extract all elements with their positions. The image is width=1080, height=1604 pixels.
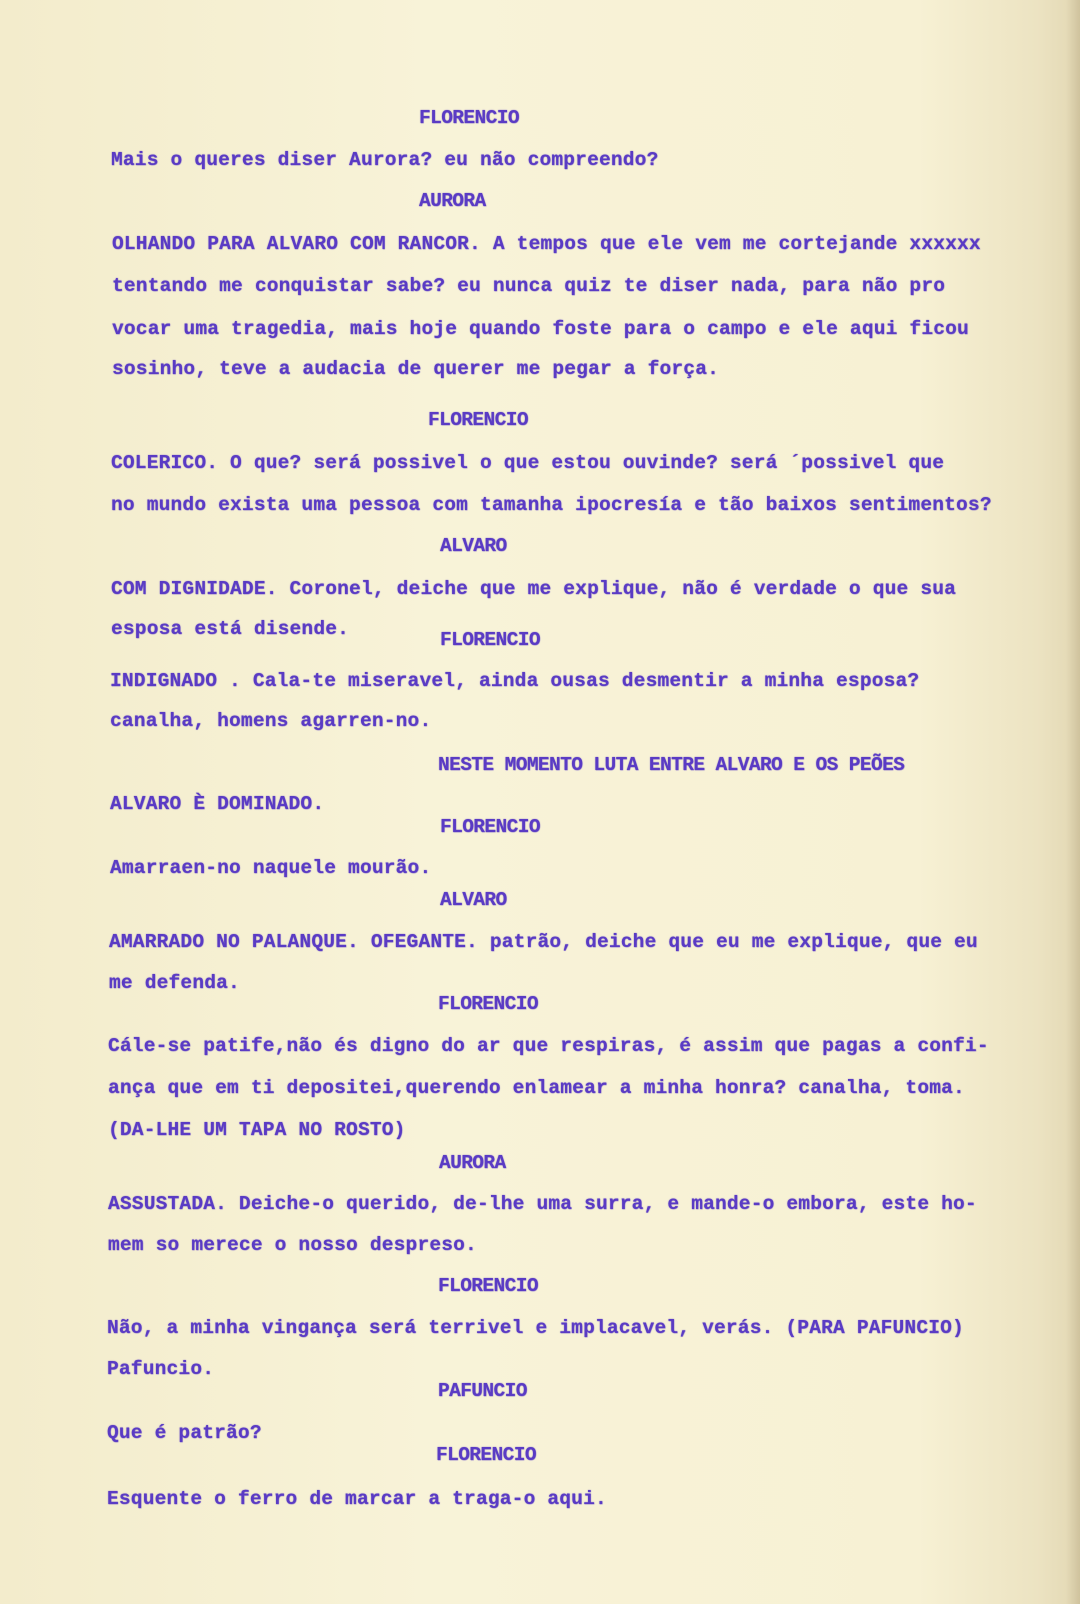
dialogue-line: ança que em ti depositei,querendo enlamear a minha honra? canalha, toma. [108, 1077, 965, 1099]
speaker-aurora: AURORA [419, 190, 486, 212]
dialogue-line: canalha, homens agarren-no. [110, 710, 432, 732]
stage-direction: NESTE MOMENTO LUTA ENTRE ALVARO E OS PEÕES [438, 754, 905, 776]
stage-direction: (DA-LHE UM TAPA NO ROSTO) [108, 1119, 406, 1141]
dialogue-line: Que é patrão? [107, 1422, 262, 1444]
dialogue-line: Não, a minha vingança será terrivel e implacavel, verás. (PARA PAFUNCIO) [107, 1317, 964, 1339]
dialogue-line: Pafuncio. [107, 1358, 215, 1380]
speaker-alvaro: ALVARO [440, 535, 507, 557]
speaker-florencio: FLORENCIO [436, 1444, 536, 1466]
dialogue-line: Mais o queres diser Aurora? eu não compreendo? [111, 149, 659, 171]
speaker-florencio: FLORENCIO [440, 816, 540, 838]
dialogue-line: Amarraen-no naquele mourão. [110, 857, 432, 879]
speaker-alvaro: ALVARO [440, 889, 507, 911]
dialogue-line: AMARRADO NO PALANQUE. OFEGANTE. patrão, deiche que eu me explique, que eu [109, 931, 978, 953]
dialogue-line: COLERICO. O que? será possivel o que estou ouvinde? será ´possivel que [111, 452, 945, 474]
dialogue-line: no mundo exista uma pessoa com tamanha ipocresía e tão baixos sentimentos? [111, 494, 992, 516]
dialogue-line: ASSUSTADA. Deiche-o querido, de-lhe uma surra, e mande-o embora, este ho- [108, 1193, 977, 1215]
dialogue-line: Cále-se patife,não és digno do ar que respiras, é assim que pagas a confi- [108, 1035, 989, 1057]
dialogue-line: COM DIGNIDADE. Coronel, deiche que me explique, não é verdade o que sua [111, 578, 957, 600]
dialogue-line: esposa está disende. [111, 618, 350, 640]
dialogue-line: Esquente o ferro de marcar a traga-o aqui. [107, 1488, 607, 1510]
speaker-florencio: FLORENCIO [438, 993, 538, 1015]
speaker-aurora: AURORA [439, 1152, 506, 1174]
paper-edge-shadow [1066, 0, 1080, 1604]
speaker-florencio: FLORENCIO [428, 409, 528, 431]
dialogue-line: INDIGNADO . Cala-te miseravel, ainda ousas desmentir a minha esposa? [110, 670, 920, 692]
speaker-florencio: FLORENCIO [419, 107, 519, 129]
speaker-florencio: FLORENCIO [438, 1275, 538, 1297]
stage-direction: ALVARO È DOMINADO. [110, 793, 325, 815]
dialogue-line: mem so merece o nosso despreso. [108, 1234, 477, 1256]
dialogue-line: sosinho, teve a audacia de querer me pegar a força. [112, 358, 719, 380]
dialogue-line: tentando me conquistar sabe? eu nunca quiz te diser nada, para não pro [112, 275, 946, 297]
dialogue-line: vocar uma tragedia, mais hoje quando foste para o campo e ele aqui ficou [112, 318, 969, 340]
dialogue-line: me defenda. [109, 972, 240, 994]
speaker-pafuncio: PAFUNCIO [438, 1380, 527, 1402]
dialogue-line: OLHANDO PARA ALVARO COM RANCOR. A tempos que ele vem me cortejande xxxxxx [112, 233, 981, 255]
speaker-florencio: FLORENCIO [440, 629, 540, 651]
